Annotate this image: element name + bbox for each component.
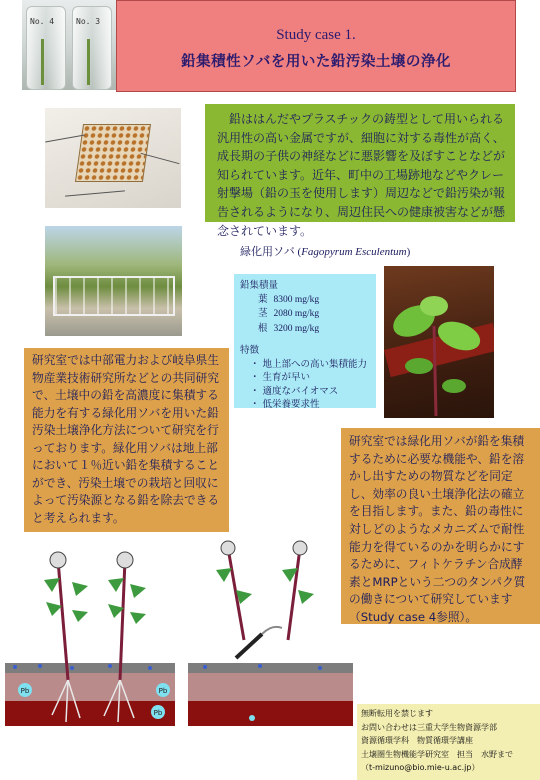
- greenhouse: [53, 276, 175, 316]
- accumulation-heading: 鉛集積量: [240, 280, 279, 291]
- pb-marker-left-3: [151, 705, 165, 719]
- plant-right-b: [282, 541, 314, 640]
- notice-email: （t-mizuno@bio.mie-u.ac.jp）: [361, 763, 480, 772]
- feature-item: ・ 地上部への高い集積能力: [250, 358, 368, 370]
- buckwheat-plant: [384, 266, 494, 418]
- soil-block-left: [5, 663, 175, 726]
- photo-field-site: [45, 226, 182, 336]
- soil-block-right: [188, 663, 353, 726]
- notice-line: 無断転用を禁じます: [361, 709, 433, 718]
- svg-text:Pb: Pb: [158, 687, 168, 695]
- feature-item: ・ 生育が早い: [250, 372, 311, 383]
- vial-label: No. 3: [76, 17, 101, 26]
- title-banner: [116, 0, 516, 92]
- contact-notice: [357, 704, 540, 780]
- photo-seedling-vials: [22, 0, 118, 90]
- accumulation-panel: [234, 274, 376, 408]
- species-label: 緑化用ソバ: [240, 246, 295, 258]
- accumulation-row: 根 3200 mg/kg: [258, 322, 320, 334]
- feature-item: ・ 低栄養要求性: [250, 399, 320, 410]
- plant-right-a: [216, 541, 252, 640]
- svg-text:Pb: Pb: [153, 709, 163, 717]
- remediation-diagram: [0, 530, 360, 780]
- vial-label: No. 4: [30, 17, 55, 26]
- pb-marker-left-2: [156, 683, 170, 697]
- intro-paragraph: 鉛ははんだやプラスチックの鋳型として用いられる汎用性の高い金属ですが、細胞に対する毒性が高く、成長期の子供の神経などに悪影響を及ぼすことなどが知られています。近年、町中の工場跡地などやクレー射撃場（鉛の玉を使用します）周辺などで鉛汚染が報告されるようになり、周辺住民への健康被害などが懸念されています。: [205, 104, 515, 222]
- notice-line: 資源循環学科 物質循環学講座: [361, 736, 473, 745]
- notice-line: お問い合わせは三重大学生物資源学部: [361, 722, 497, 732]
- research-paragraph: 研究室では緑化用ソバが鉛を集積するために必要な機能や、鉛を溶かし出すための物質などを同定し、効率の良い土壌浄化法の確立を目指します。また、鉛の毒性に対しどのようなメカニズムで耐性能力を得ているのかを明らかにするために、フィトケラチン合成酵素とMRPという二つのタンパク質の働きについて研究しています（Study case 4参照）。: [341, 428, 540, 624]
- vial: [72, 6, 112, 90]
- photo-apparatus: [45, 108, 181, 208]
- feature-item: ・ 適度なバイオマス: [250, 385, 339, 397]
- title-english: Study case 1.: [276, 27, 356, 43]
- notice-line: 土壌圏生物機能学研究室 担当 水野まで: [361, 749, 513, 759]
- svg-text:Pb: Pb: [20, 687, 30, 695]
- species-caption: 緑化用ソバ (Fagopyrum Esculentum): [240, 246, 411, 258]
- photo-buckwheat: [384, 266, 494, 418]
- vial: [26, 6, 66, 90]
- accumulation-row: 葉 8300 mg/kg: [258, 293, 320, 305]
- species-latin: Fagopyrum Esculentum: [301, 246, 407, 258]
- accumulation-row: 茎 2080 mg/kg: [258, 308, 320, 319]
- title-japanese: 鉛集積性ソバを用いた鉛汚染土壌の浄化: [181, 54, 451, 70]
- features-heading: 特徴: [240, 345, 260, 356]
- collaboration-paragraph: 研究室では中部電力および岐阜県生物産業技術研究所などとの共同研究で、土壌中の鉛を高濃度に集積する能力を有する緑化用ソバを用いた鉛汚染土壌浄化方法について研究を行っております。緑化用ソバは地上部において１％近い鉛を集積することができ、汚染土壌での栽培と回収によって汚染源となる鉛を除去できると考えられます。: [24, 348, 229, 532]
- pb-marker-left-1: [18, 683, 32, 697]
